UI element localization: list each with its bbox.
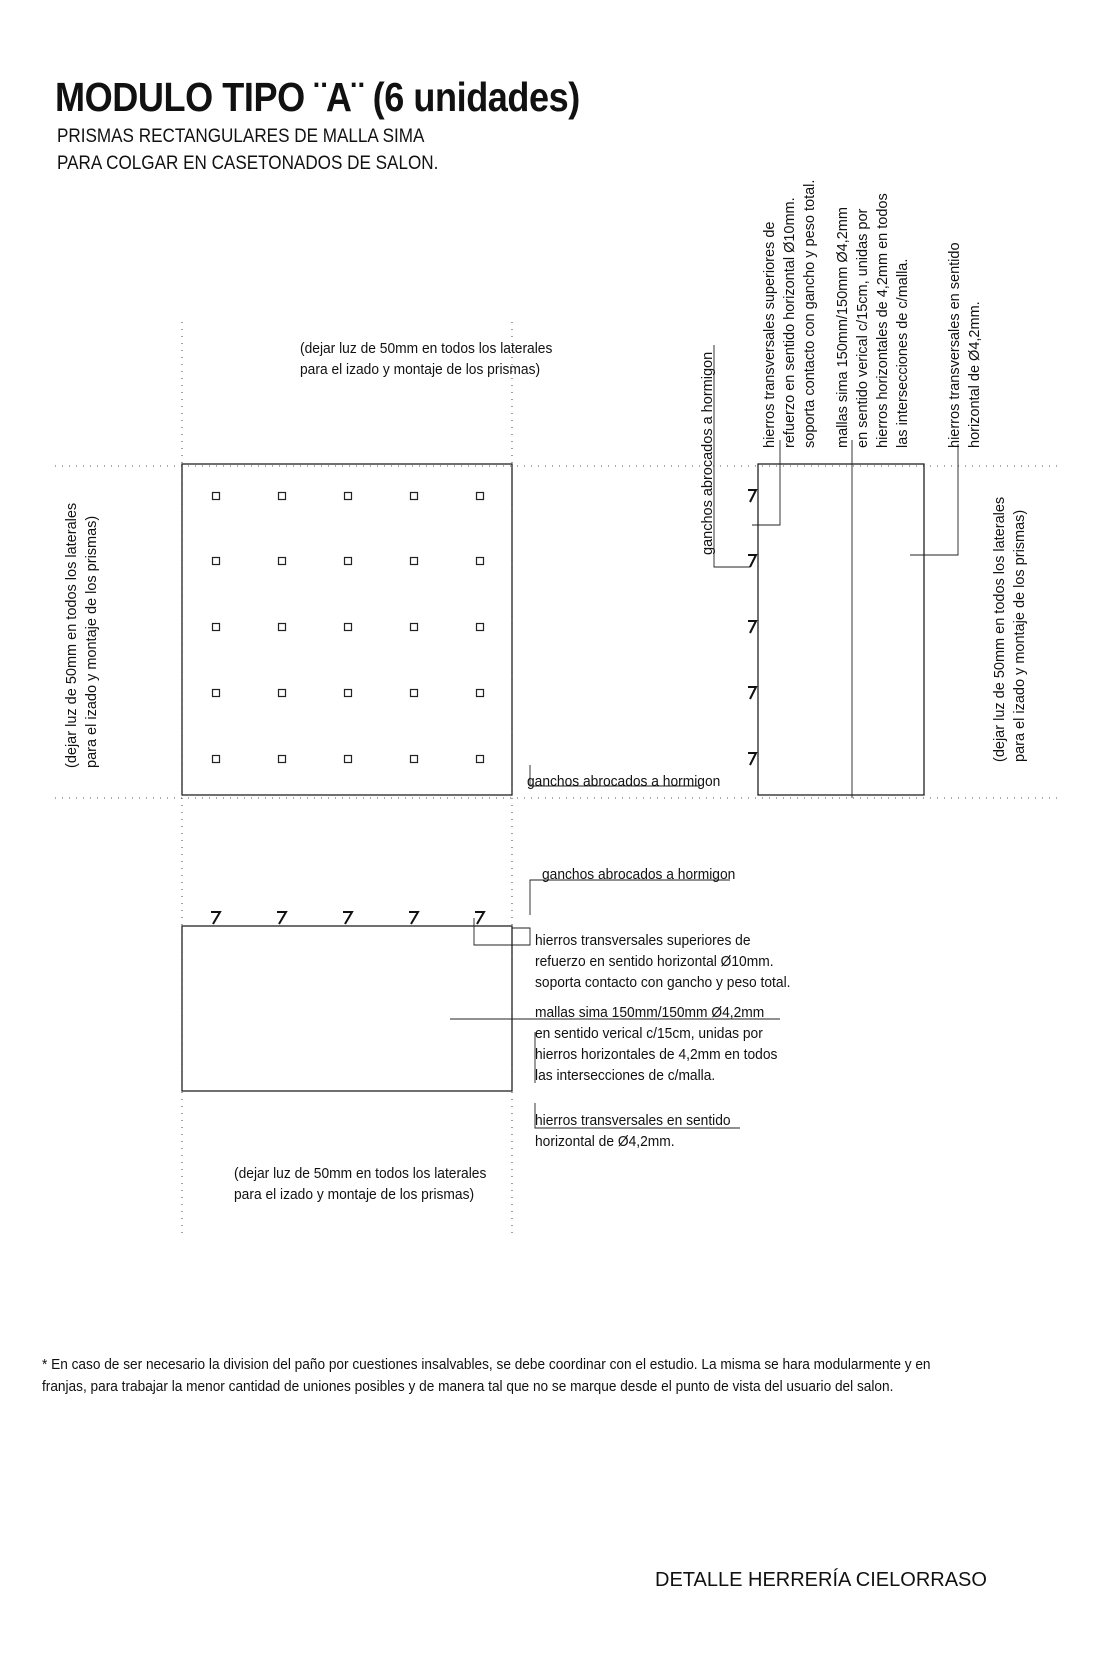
mesh-node	[279, 690, 286, 697]
hook-icon	[277, 912, 286, 924]
subtitle-line-1: PRISMAS RECTANGULARES DE MALLA SIMA	[57, 126, 425, 147]
plan-clearance-note-line-1: (dejar luz de 50mm en todos los laterales	[300, 340, 553, 357]
mesh-node	[213, 756, 220, 763]
mesh-node	[411, 558, 418, 565]
mesh-node	[411, 624, 418, 631]
mesh-node	[477, 558, 484, 565]
footnote	[42, 1354, 931, 1398]
plan-left-clearance-note: (dejar luz de 50mm en todos los laterales para el izado y montaje de los prismas)	[64, 502, 100, 768]
front-rebar-cross-line-1: hierros transversales en sentido	[535, 1112, 731, 1129]
hook-icon	[343, 912, 352, 924]
mesh-node	[411, 756, 418, 763]
side-rebar-cross-note: hierros transversales en sentido horizontal de Ø4,2mm.	[947, 242, 983, 448]
mesh-node	[345, 624, 352, 631]
mesh-node	[477, 690, 484, 697]
plan-clearance-note-line-2: para el izado y montaje de los prismas)	[300, 361, 541, 378]
mesh-node	[345, 493, 352, 500]
front-rebar-cross-line-2: horizontal de Ø4,2mm.	[535, 1133, 675, 1150]
mesh-node	[213, 690, 220, 697]
mesh-node	[345, 690, 352, 697]
side-rebar-top-note: hierros transversales superiores de refuerzo en sentido horizontal Ø10mm. soporta contacto con gancho y peso total.	[762, 179, 818, 448]
footnote-line-1: * En caso de ser necesario la division del paño por cuestiones insalvables, se debe coordinar con el estudio. La misma se hara modularmente y en	[42, 1356, 931, 1373]
subtitle-line-2: PARA COLGAR EN CASETONADOS DE SALON.	[57, 153, 439, 174]
front-mesh-line-1: mallas sima 150mm/150mm Ø4,2mm	[535, 1004, 765, 1021]
sheet-title: DETALLE HERRERÍA CIELORRASO	[655, 1569, 987, 1591]
hook-icon	[748, 555, 756, 567]
footnote-line-2: franjas, para trabajar la menor cantidad de uniones posibles y de manera tal que no se marque desde el punto de vista del usuario del salon.	[42, 1378, 894, 1395]
mesh-node	[213, 624, 220, 631]
mesh-node	[213, 493, 220, 500]
front-clearance-note-line-1: (dejar luz de 50mm en todos los laterales	[234, 1165, 487, 1182]
side-right-clearance-note: (dejar luz de 50mm en todos los laterales para el izado y montaje de los prismas)	[992, 496, 1028, 762]
mesh-node-grid	[213, 493, 484, 763]
mesh-node	[279, 756, 286, 763]
hook-icon	[475, 912, 484, 924]
mesh-node	[477, 624, 484, 631]
side-view-module	[758, 464, 924, 795]
hook-icon	[748, 753, 756, 765]
mesh-node	[345, 756, 352, 763]
hook-icon	[748, 490, 756, 502]
mesh-node	[411, 493, 418, 500]
front-mesh-line-2: en sentido verical c/15cm, unidas por	[535, 1025, 763, 1042]
drawing-title: MODULO TIPO ¨A¨ (6 unidades)	[55, 74, 580, 120]
mesh-node	[411, 690, 418, 697]
front-clearance-note-line-2: para el izado y montaje de los prismas)	[234, 1186, 475, 1203]
mesh-node	[279, 624, 286, 631]
mesh-node	[279, 558, 286, 565]
front-view-hooks	[211, 912, 484, 924]
mesh-node	[279, 493, 286, 500]
hook-icon	[409, 912, 418, 924]
front-view-module	[182, 926, 512, 1091]
mesh-node	[477, 756, 484, 763]
hook-icon	[748, 687, 756, 699]
front-hooks-label: ganchos abrocados a hormigon	[542, 866, 736, 883]
front-rebar-top-line-2: refuerzo en sentido horizontal Ø10mm.	[535, 953, 774, 970]
mesh-node	[213, 558, 220, 565]
front-mesh-line-3: hierros horizontales de 4,2mm en todos	[535, 1046, 778, 1063]
side-mesh-note: mallas sima 150mm/150mm Ø4,2mm en sentido verical c/15cm, unidas por hierros horizontales de 4,2mm en todos las intersecciones de c/malla.	[835, 193, 911, 448]
mesh-node	[477, 493, 484, 500]
front-mesh-line-4: las intersecciones de c/malla.	[535, 1067, 716, 1084]
mesh-node	[345, 558, 352, 565]
front-rebar-top-line-3: soporta contacto con gancho y peso total.	[535, 974, 791, 991]
side-view-hooks	[748, 490, 756, 765]
side-hooks-label: ganchos abrocados a hormigon	[700, 351, 716, 555]
hook-icon	[748, 621, 756, 633]
hook-icon	[211, 912, 220, 924]
plan-hooks-label: ganchos abrocados a hormigon	[527, 773, 721, 790]
front-rebar-top-line-1: hierros transversales superiores de	[535, 932, 751, 949]
